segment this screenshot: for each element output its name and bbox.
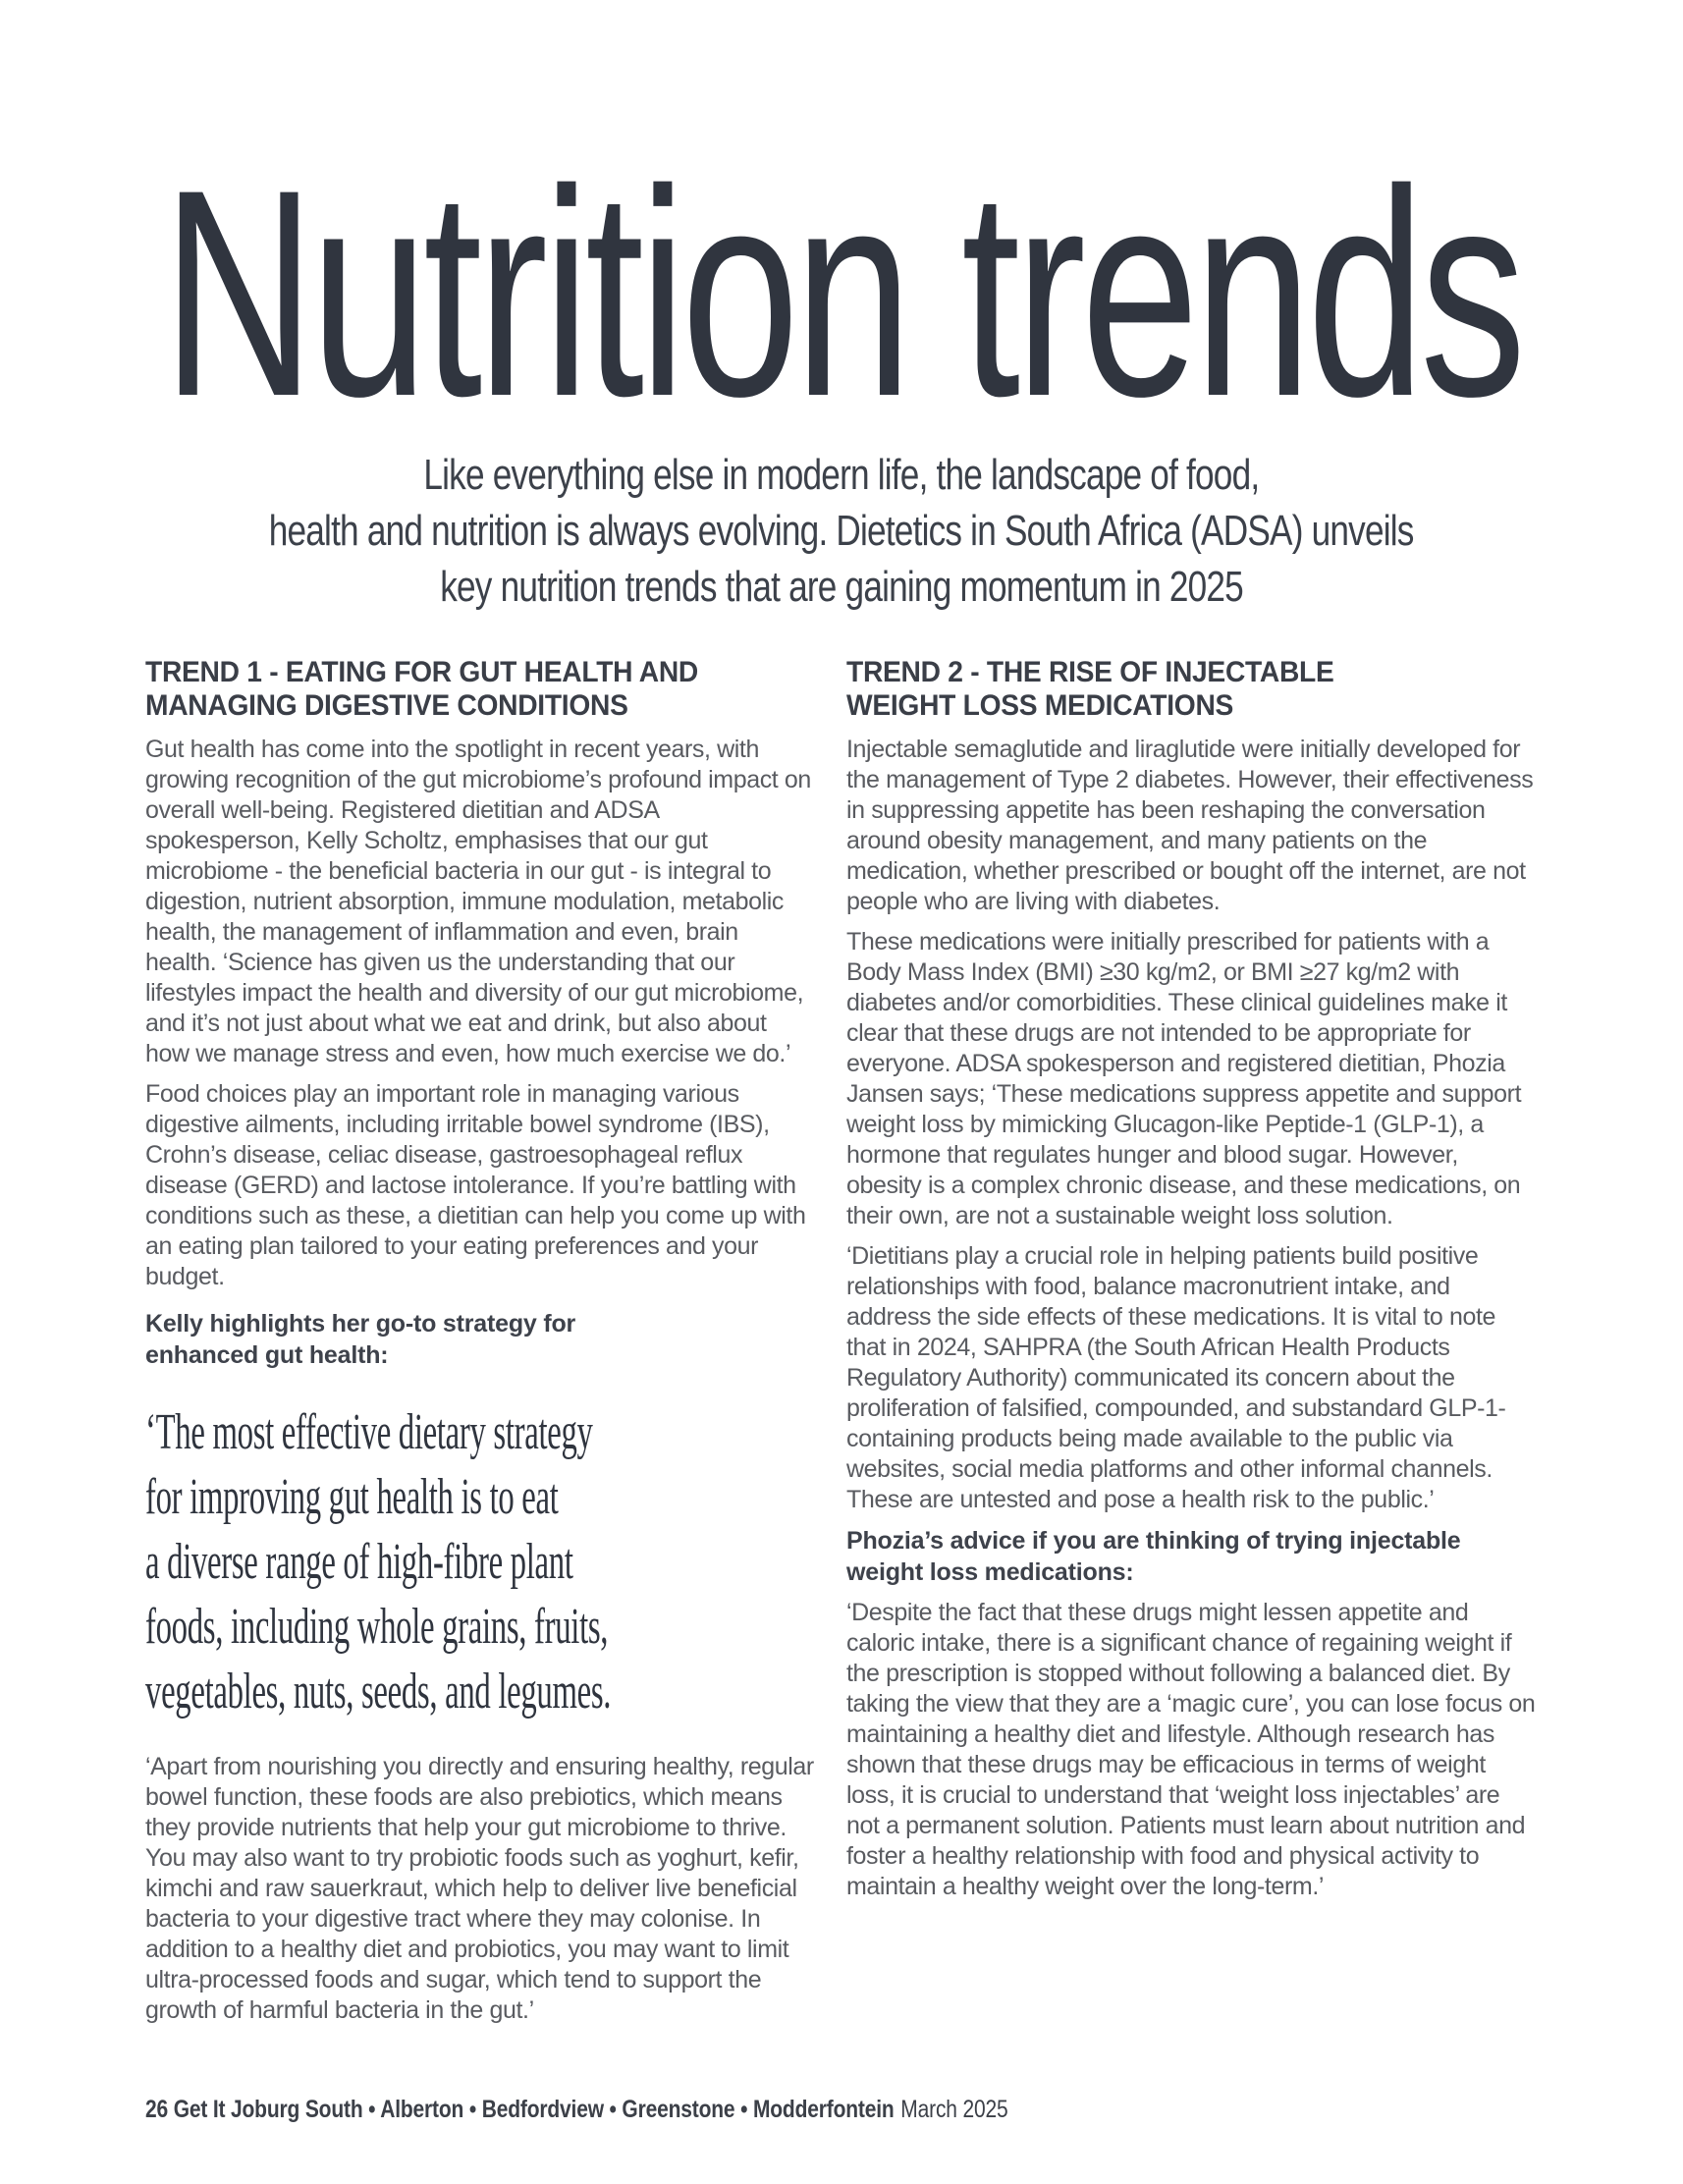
trend2-heading-line: WEIGHT LOSS MEDICATIONS [846,689,1234,722]
trend2-heading [846,656,1538,723]
body-paragraph: ‘Apart from nourishing you directly and ensuring healthy, regular bowel function, these foods are also prebiotics, which means they provide nutrients that help your gut microbiome to thrive. You may also want to try probiotic foods such as yoghurt, kefir, kimchi and raw sauerkraut, which help to deliver live beneficial bacteria to your digestive tract where they may colonise. In addition to a healthy diet and probiotics, you may want to limit ultra-processed foods and sugar, which tend to support the growth of harmful bacteria in the gut.’ [145,1753,814,2024]
body-paragraph: ‘Dietitians play a crucial role in helping patients build positive relationships with food, balance macronutrient intake, and address the side effects of these medications. It is vital to note that in 2024, SAHPRA (the South African Health Products Regulatory Authority) communicated its concern about the proliferation of falsified, compounded, and substandard GLP-1-containing products being made available to the public via websites, social media platforms and other informal channels. These are untested and pose a health risk to the public.’ [846,1242,1506,1513]
subtitle-line [0,447,1683,503]
subtitle-line-text: health and nutrition is always evolving. Dietetics in South Africa (ADSA) unveils [269,507,1414,555]
trend1-heading-line: MANAGING DIGESTIVE CONDITIONS [145,689,628,722]
phozia-subhead-line: Phozia’s advice if you are thinking of trying injectable [846,1527,1461,1555]
body-paragraph: Injectable semaglutide and liraglutide were initially developed for the management of Type 2 diabetes. However, their effectiveness in suppressing appetite has been reshaping the conversation around obesity management, and many patients on the medication, whether prescribed or bought off the internet, are not people who are living with diabetes. [846,736,1534,915]
subtitle-line-text: key nutrition trends that are gaining momentum in 2025 [440,563,1243,611]
pull-quote [145,1400,815,1724]
page-footer [145,2096,1008,2124]
right-column [846,656,1538,2036]
pull-quote-line: foods, including whole grains, fruits, [145,1599,609,1655]
subtitle-line-text: Like everything else in modern life, the landscape of food, [423,451,1260,499]
pull-quote-line: a diverse range of high-fibre plant [145,1534,573,1590]
page-title: Nutrition trends [162,128,1522,458]
page-subtitle [0,447,1683,615]
phozia-subhead [846,1525,1538,1588]
body-paragraph: These medications were initially prescribed for patients with a Body Mass Index (BMI) ≥30 kg/m2, or BMI ≥27 kg/m2 with diabetes and/or comorbidities. These clinical guidelines make it clear that these drugs are not intended to be appropriate for everyone. ADSA spokesperson and registered dietitian, Phozia Jansen says; ‘These medications suppress appetite and support weight loss by mimicking Glucagon-like Peptide-1 (GLP-1), a hormone that regulates hunger and blood sugar. However, obesity is a complex chronic disease, and these medications, on their own, are not a sustainable weight loss solution. [846,928,1522,1229]
trend1-heading [145,656,815,723]
pull-quote-line: ‘The most effective dietary strategy [145,1404,593,1460]
body-paragraph: Gut health has come into the spotlight in recent years, with growing recognition of the gut microbiome’s profound impact on overall well-being. Registered dietitian and ADSA spokesperson, Kelly Scholtz, emphasises that our gut microbiome - the beneficial bacteria in our gut - is integral to digestion, nutrient absorption, immune modulation, metabolic health, the management of inflammation and even, brain health. ‘Science has given us the understanding that our lifestyles impact the health and diversity of our gut microbiome, and it’s not just about what we eat and drink, but also about how we manage stress and even, how much exercise we do.’ [145,736,811,1067]
kelly-subhead [145,1308,815,1371]
article-columns [145,656,1538,2036]
trend2-heading-line: TREND 2 - THE RISE OF INJECTABLE [846,656,1334,688]
left-column [145,656,815,2036]
kelly-subhead-line: Kelly highlights her go-to strategy for [145,1310,576,1338]
pull-quote-line: vegetables, nuts, seeds, and legumes. [145,1664,612,1720]
subtitle-line [0,559,1683,615]
kelly-subhead-line: enhanced gut health: [145,1341,389,1369]
footer-date: March 2025 [900,2096,1008,2123]
phozia-subhead-line: weight loss medications: [846,1558,1134,1586]
body-paragraph: Food choices play an important role in managing various digestive ailments, including irritable bowel syndrome (IBS), Crohn’s disease, celiac disease, gastroesophageal reflux disease (GERD) and lactose intolerance. If you’re battling with conditions such as these, a dietitian can help you come up with an eating plan tailored to your eating preferences and your budget. [145,1080,806,1290]
body-paragraph: ‘Despite the fact that these drugs might lessen appetite and caloric intake, there is a significant chance of regaining weight if the prescription is stopped without following a balanced diet. By taking the view that they are a ‘magic cure’, you can lose focus on maintaining a healthy diet and lifestyle. Although research has shown that these drugs may be efficacious in terms of weight loss, it is crucial to understand that ‘weight loss injectables’ are not a permanent solution. Patients must learn about nutrition and foster a healthy relationship with food and physical activity to maintain a healthy weight over the long-term.’ [846,1599,1536,1900]
footer-page-and-magazine: 26 Get It Joburg South • Alberton • Bedfordview • Greenstone • Modderfontein [145,2096,895,2123]
title-row [0,128,1683,458]
pull-quote-line: for improving gut health is to eat [145,1469,559,1525]
subtitle-line [0,503,1683,559]
trend1-heading-line: TREND 1 - EATING FOR GUT HEALTH AND [145,656,698,688]
